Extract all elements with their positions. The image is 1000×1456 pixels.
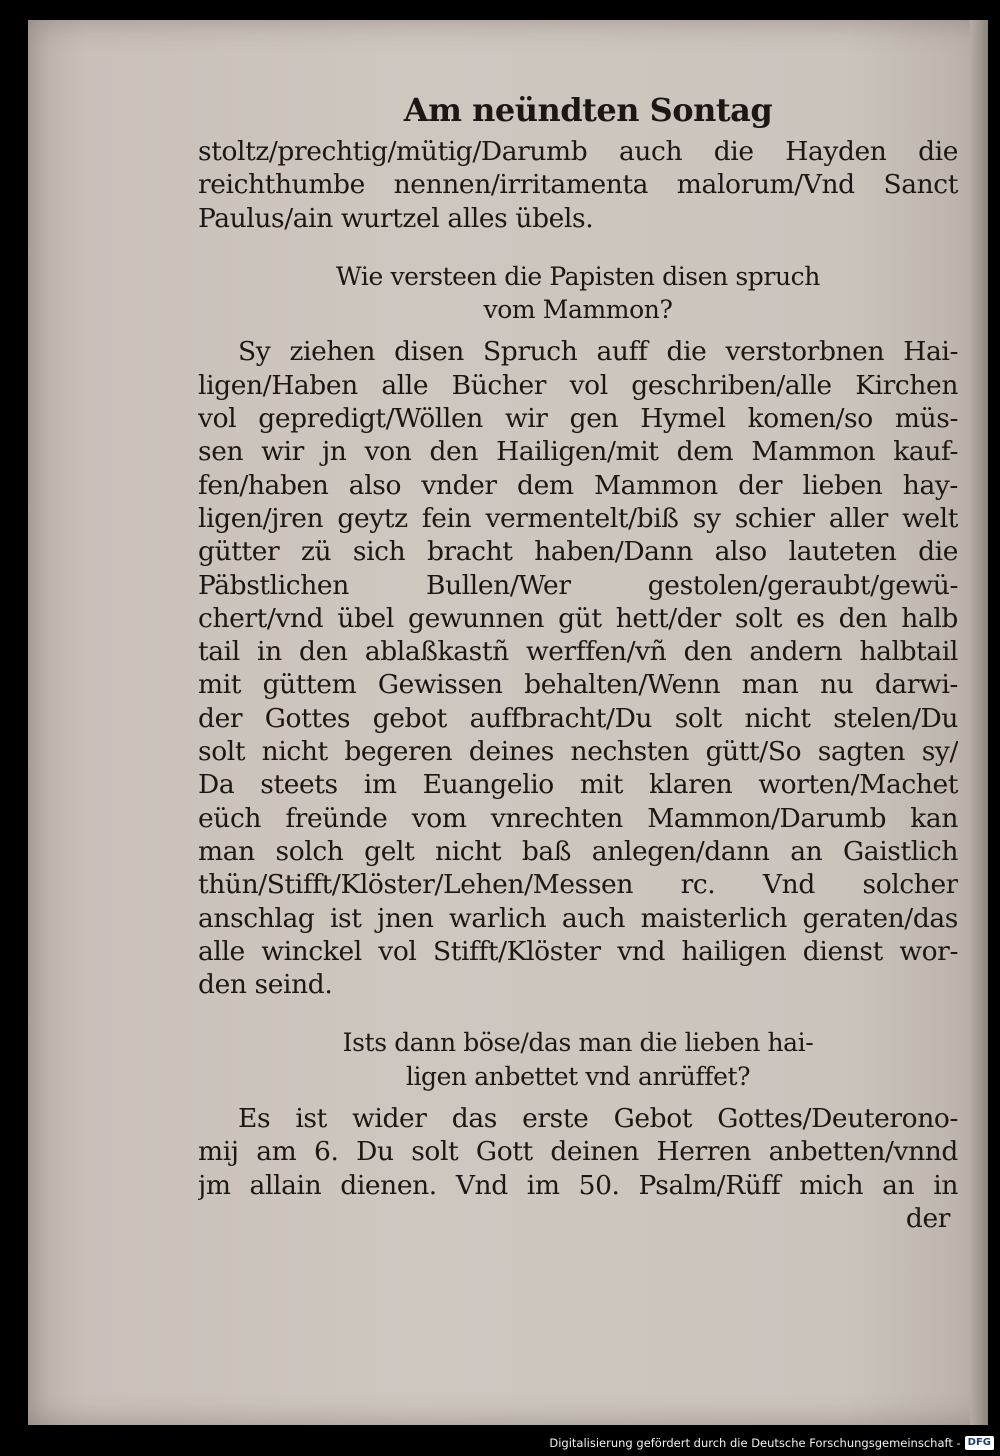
page-text xyxy=(198,85,958,1235)
text-line: ligen/jren geytz fein vermentelt/biß sy schier aller welt xyxy=(198,502,958,534)
text-line: reichthumbe nennen/irritamenta malorum/Vnd Sanct xyxy=(198,169,958,201)
question-line: Ists dann böse/das man die lieben hai- xyxy=(342,1028,814,1058)
page-edge xyxy=(970,20,988,1425)
paragraph xyxy=(198,135,958,235)
credit-text: Digitalisierung gefördert durch die Deutsche Forschungsgemeinschaft - xyxy=(549,1436,961,1450)
text-line: der Gottes gebot auffbracht/Du solt nicht stelen/Du xyxy=(198,702,958,734)
paragraph xyxy=(198,335,958,1001)
dfg-logo: DFG xyxy=(965,1436,994,1450)
text-line: eüch freünde vom vnrechten Mammon/Darumb kan xyxy=(198,802,958,834)
body-text xyxy=(198,135,958,1202)
text-line: mit güttem Gewissen behalten/Wenn man nu darwi- xyxy=(198,669,958,701)
question-heading xyxy=(198,1026,958,1093)
question-heading xyxy=(198,260,958,327)
text-line: gütter zü sich bracht haben/Dann also lauteten die xyxy=(198,536,958,568)
text-line: mij am 6. Du solt Gott deinen Herren anbetten/vnnd xyxy=(198,1136,958,1168)
text-line: Da steets im Euangelio mit klaren worten/Machet xyxy=(198,769,958,801)
text-line: Paulus/ain wurtzel alles übels. xyxy=(198,202,594,234)
text-line: fen/haben also vnder dem Mammon der lieben hay- xyxy=(198,469,958,501)
text-line: den seind. xyxy=(198,969,333,1001)
text-line: ligen/Haben alle Bücher vol geschriben/alle Kirchen xyxy=(198,369,958,401)
text-line: anschlag ist jnen warlich auch maisterlich geraten/das xyxy=(198,902,958,934)
text-line: tail in den ablaßkastñ werffen/vñ den andern halbtail xyxy=(198,636,958,668)
text-line: man solch gelt nicht baß anlegen/dann an Gaistlich xyxy=(198,835,958,867)
text-line: thün/Stifft/Klöster/Lehen/Messen rc. Vnd solcher xyxy=(198,869,958,901)
text-line: chert/vnd übel gewunnen güt hett/der solt es den halb xyxy=(198,602,958,634)
text-line: solt nicht begeren deines nechsten gütt/So sagten sy/ xyxy=(198,736,958,768)
question-line: vom Mammon? xyxy=(483,295,673,325)
text-line: stoltz/prechtig/mütig/Darumb auch die Hayden die xyxy=(198,136,958,167)
digitization-credit xyxy=(549,1434,994,1452)
text-line: Es ist wider das erste Gebot Gottes/Deuterono- xyxy=(238,1103,958,1135)
text-line: sen wir jn von den Hailigen/mit dem Mammon kauf- xyxy=(198,436,958,468)
catchword: der xyxy=(905,1202,950,1234)
text-line: vol gepredigt/Wöllen wir gen Hymel komen/so müs- xyxy=(198,403,958,435)
text-line: alle winckel vol Stifft/Klöster vnd hailigen dienst wor- xyxy=(198,935,958,967)
text-line: jm allain dienen. Vnd im 50. Psalm/Rüff mich an in xyxy=(198,1169,958,1201)
question-line: Wie versteen die Papisten disen spruch xyxy=(336,261,820,291)
text-line: Sy ziehen disen Spruch auff die verstorbnen Hai- xyxy=(238,336,958,368)
question-line: ligen anbettet vnd anrüffet? xyxy=(405,1061,751,1091)
running-head: Am neündten Sontag xyxy=(403,91,773,129)
text-line: Päbstlichen Bullen/Wer gestolen/geraubt/gewü- xyxy=(198,569,958,601)
paragraph xyxy=(198,1102,958,1202)
